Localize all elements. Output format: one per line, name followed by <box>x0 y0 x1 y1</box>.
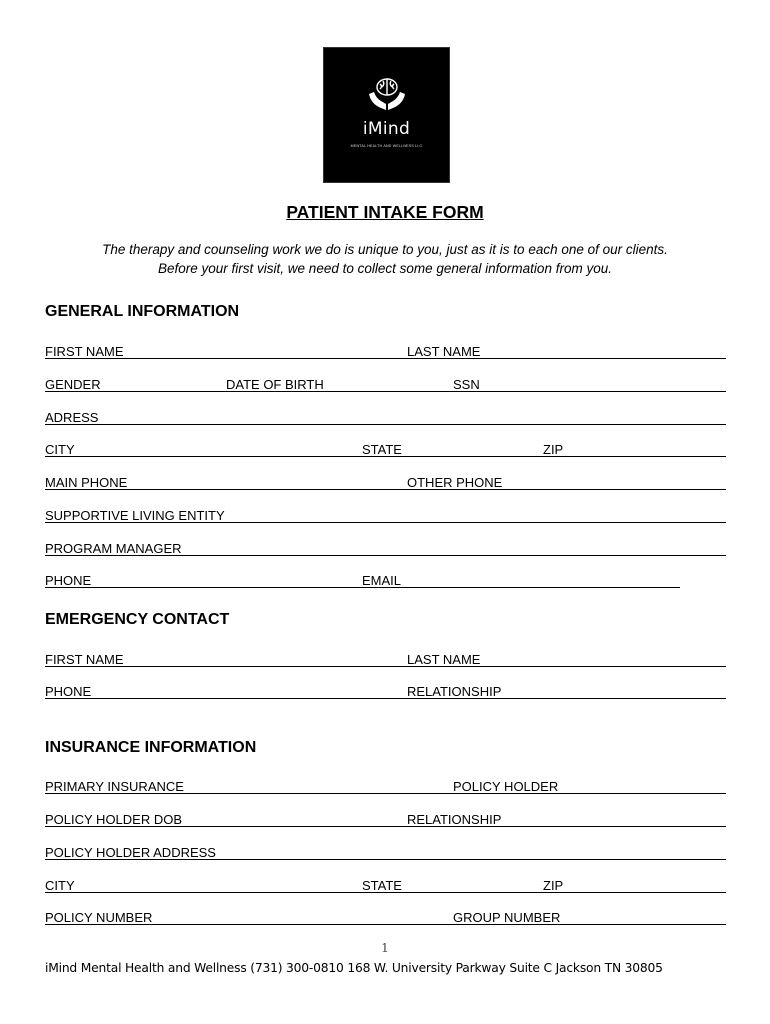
last-name-field[interactable] <box>407 343 726 359</box>
insurance-zip-field[interactable] <box>543 877 726 893</box>
zip-field[interactable] <box>543 441 726 457</box>
ssn-label: SSN <box>453 377 480 392</box>
city-label: CITY <box>45 442 75 457</box>
policy-holder-dob-label: POLICY HOLDER DOB <box>45 812 183 827</box>
emergency-phone-field[interactable] <box>45 683 407 699</box>
footer-contact: iMind Mental Health and Wellness (731) 300-0810 168 W. University Parkway Suite C Jackson TN 30805 <box>45 961 663 975</box>
emergency-last-name-field[interactable] <box>407 651 726 667</box>
insurance-state-field[interactable] <box>362 877 543 893</box>
general-information-heading: GENERAL INFORMATION <box>45 303 240 320</box>
intro-line-1: The therapy and counseling work we do is unique to you, just as it is to each one of our clients. <box>102 242 668 257</box>
insurance-relationship-field[interactable] <box>407 811 726 827</box>
emergency-contact-heading: EMERGENCY CONTACT <box>45 611 230 628</box>
dob-label: DATE OF BIRTH <box>226 377 324 392</box>
company-logo <box>323 47 450 183</box>
brain-hands-icon <box>366 76 408 116</box>
state-field[interactable] <box>362 441 543 457</box>
emergency-phone-label: PHONE <box>45 684 92 699</box>
emergency-phone-row <box>45 683 726 701</box>
first-name-label: FIRST NAME <box>45 344 124 359</box>
supportive-living-label: SUPPORTIVE LIVING ENTITY <box>45 508 225 523</box>
other-phone-label: OTHER PHONE <box>407 475 503 490</box>
policy-holder-address-label: POLICY HOLDER ADDRESS <box>45 845 216 860</box>
emergency-relationship-field[interactable] <box>407 683 726 699</box>
form-title: PATIENT INTAKE FORM <box>286 202 484 222</box>
dob-field[interactable] <box>226 376 453 392</box>
insurance-row <box>45 778 726 796</box>
emergency-first-name-field[interactable] <box>45 651 407 667</box>
ssn-field[interactable] <box>453 376 726 392</box>
group-number-field[interactable] <box>453 909 726 925</box>
other-phone-field[interactable] <box>407 474 726 490</box>
main-phone-label: MAIN PHONE <box>45 475 128 490</box>
city-row <box>45 441 726 459</box>
gender-label: GENDER <box>45 377 101 392</box>
phone-label: PHONE <box>45 573 92 588</box>
policy-holder-address-field[interactable] <box>45 844 726 860</box>
policy-holder-field[interactable] <box>453 778 726 794</box>
insurance-city-label: CITY <box>45 878 75 893</box>
city-field[interactable] <box>45 441 362 457</box>
policy-number-label: POLICY NUMBER <box>45 910 153 925</box>
supportive-living-row <box>45 507 726 525</box>
address-label: ADRESS <box>45 410 99 425</box>
policy-number-field[interactable] <box>45 909 453 925</box>
supportive-living-field[interactable] <box>45 507 726 523</box>
logo-name: iMind <box>362 119 411 139</box>
address-row <box>45 409 726 427</box>
policy-holder-dob-row <box>45 811 726 829</box>
policy-holder-dob-field[interactable] <box>45 811 407 827</box>
emergency-last-name-label: LAST NAME <box>407 652 481 667</box>
insurance-state-label: STATE <box>362 878 402 893</box>
insurance-city-row <box>45 877 726 895</box>
email-label: EMAIL <box>362 573 402 588</box>
contact-row <box>45 572 726 590</box>
logo-tagline: MENTAL HEALTH AND WELLNESS LLC <box>350 144 423 148</box>
insurance-information-heading: INSURANCE INFORMATION <box>45 739 257 756</box>
email-field[interactable] <box>362 572 680 588</box>
policy-number-row <box>45 909 726 927</box>
program-manager-label: PROGRAM MANAGER <box>45 541 182 556</box>
page-number: 1 <box>381 941 389 955</box>
insurance-zip-label: ZIP <box>543 878 564 893</box>
first-name-field[interactable] <box>45 343 407 359</box>
program-manager-row <box>45 540 726 558</box>
gender-field[interactable] <box>45 376 226 392</box>
state-label: STATE <box>362 442 402 457</box>
group-number-label: GROUP NUMBER <box>453 910 561 925</box>
insurance-relationship-label: RELATIONSHIP <box>407 812 502 827</box>
gender-row <box>45 376 726 394</box>
policy-holder-label: POLICY HOLDER <box>453 779 559 794</box>
main-phone-field[interactable] <box>45 474 407 490</box>
policy-holder-address-row <box>45 844 726 862</box>
intro-line-2: Before your first visit, we need to collect some general information from you. <box>158 261 612 276</box>
program-manager-field[interactable] <box>45 540 726 556</box>
insurance-city-field[interactable] <box>45 877 362 893</box>
emergency-relationship-label: RELATIONSHIP <box>407 684 502 699</box>
emergency-name-row <box>45 651 726 669</box>
last-name-label: LAST NAME <box>407 344 481 359</box>
emergency-first-name-label: FIRST NAME <box>45 652 124 667</box>
phone-row <box>45 474 726 492</box>
zip-label: ZIP <box>543 442 564 457</box>
name-row <box>45 343 726 361</box>
address-field[interactable] <box>45 409 726 425</box>
phone-field[interactable] <box>45 572 362 588</box>
primary-insurance-label: PRIMARY INSURANCE <box>45 779 184 794</box>
primary-insurance-field[interactable] <box>45 778 453 794</box>
